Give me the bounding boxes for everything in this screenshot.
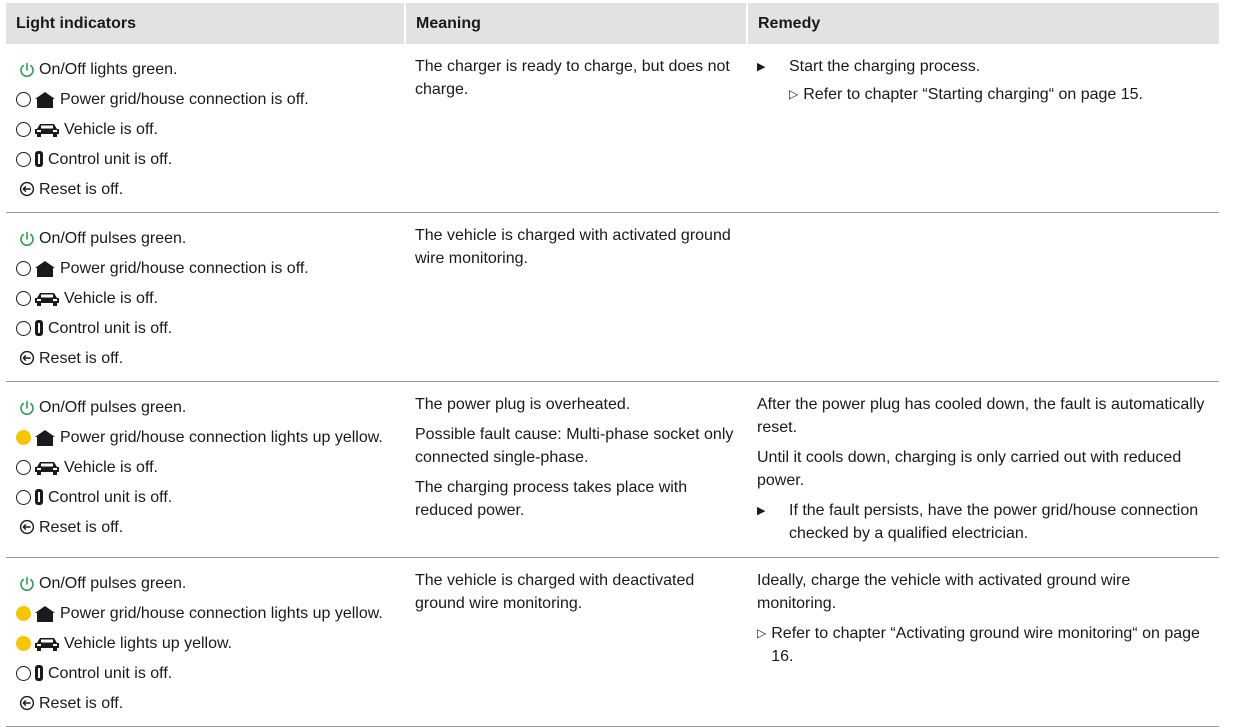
led-off-icon bbox=[16, 122, 31, 137]
cross-reference-text[interactable]: Refer to chapter “Starting charging“ on page 15. bbox=[803, 86, 1143, 103]
remedy-cell bbox=[747, 381, 1219, 557]
indicator-text: Vehicle is off. bbox=[64, 120, 158, 138]
led-yellow-icon bbox=[16, 430, 31, 445]
indicator-line bbox=[16, 174, 395, 204]
indicator-line bbox=[16, 144, 395, 174]
indicator-text: Control unit is off. bbox=[48, 150, 173, 168]
remedy-text: Ideally, charge the vehicle with activated ground wire monitoring. bbox=[757, 571, 1131, 612]
control-unit-icon bbox=[34, 150, 44, 168]
car-icon bbox=[34, 290, 60, 306]
indicator-line bbox=[16, 224, 395, 254]
power-on-off-icon bbox=[19, 400, 35, 416]
table-row bbox=[6, 212, 1219, 381]
indicator-cell bbox=[6, 44, 405, 212]
light-indicator-table bbox=[6, 3, 1219, 727]
table-row bbox=[6, 381, 1219, 557]
remedy-bullet-text: Start the charging process. bbox=[789, 58, 981, 75]
led-off-icon bbox=[16, 460, 31, 475]
indicator-text: Power grid/house connection is off. bbox=[60, 260, 309, 278]
remedy-text: After the power plug has cooled down, the fault is automatically reset. bbox=[757, 395, 1205, 436]
indicator-text: Control unit is off. bbox=[48, 664, 173, 682]
table-row bbox=[6, 557, 1219, 726]
remedy-cell bbox=[747, 212, 1219, 381]
cross-reference[interactable] bbox=[757, 622, 1209, 668]
bullet-triangle-icon: ▶ bbox=[757, 504, 766, 517]
indicator-line bbox=[16, 453, 395, 483]
house-icon bbox=[34, 605, 56, 623]
indicator-line bbox=[16, 284, 395, 314]
house-icon bbox=[34, 260, 56, 278]
reset-icon bbox=[19, 695, 35, 711]
car-icon bbox=[34, 635, 60, 651]
remedy-text: Until it cools down, charging is only carried out with reduced power. bbox=[757, 448, 1182, 489]
indicator-line bbox=[16, 343, 395, 373]
house-icon bbox=[34, 429, 56, 447]
car-icon bbox=[34, 121, 60, 137]
indicator-line bbox=[16, 658, 395, 688]
led-off-icon bbox=[16, 321, 31, 336]
indicator-line bbox=[16, 115, 395, 145]
indicator-text: On/Off pulses green. bbox=[39, 230, 187, 248]
column-header-light-indicators: Light indicators bbox=[6, 3, 405, 44]
led-off-icon bbox=[16, 152, 31, 167]
reference-arrow-icon: ▷ bbox=[757, 625, 767, 640]
indicator-line bbox=[16, 85, 395, 115]
led-off-icon bbox=[16, 490, 31, 505]
led-off-icon bbox=[16, 92, 31, 107]
meaning-text: The power plug is overheated. bbox=[415, 395, 631, 413]
meaning-text: Possible fault cause: Multi-phase socket only connected single-phase. bbox=[415, 425, 734, 466]
indicator-text: Vehicle is off. bbox=[64, 289, 158, 307]
meaning-text: The charger is ready to charge, but does not charge. bbox=[415, 58, 730, 98]
cross-reference[interactable] bbox=[757, 83, 1209, 106]
column-header-remedy: Remedy bbox=[747, 3, 1219, 44]
indicator-text: Control unit is off. bbox=[48, 488, 173, 506]
indicator-line bbox=[16, 482, 395, 512]
indicator-text: On/Off pulses green. bbox=[39, 575, 187, 593]
indicator-line bbox=[16, 629, 395, 659]
indicator-line bbox=[16, 254, 395, 284]
meaning-text: The charging process takes place with reduced power. bbox=[415, 478, 688, 519]
indicator-text: Reset is off. bbox=[39, 694, 124, 712]
cross-reference-text[interactable]: Refer to chapter “Activating ground wire monitoring“ on page 16. bbox=[771, 624, 1200, 665]
reset-icon bbox=[19, 519, 35, 535]
indicator-text: Vehicle is off. bbox=[64, 458, 158, 476]
indicator-text: Reset is off. bbox=[39, 180, 124, 198]
indicator-text: On/Off lights green. bbox=[39, 61, 178, 79]
indicator-text: Power grid/house connection lights up yellow. bbox=[60, 605, 383, 623]
indicator-cell bbox=[6, 557, 405, 726]
car-icon bbox=[34, 459, 60, 475]
indicator-text: Control unit is off. bbox=[48, 319, 173, 337]
table-header-row bbox=[6, 3, 1219, 44]
reset-icon bbox=[19, 181, 35, 197]
remedy-cell bbox=[747, 557, 1219, 726]
led-off-icon bbox=[16, 291, 31, 306]
indicator-line bbox=[16, 599, 395, 629]
meaning-text: The vehicle is charged with deactivated ground wire monitoring. bbox=[415, 571, 695, 612]
indicator-line bbox=[16, 688, 395, 718]
led-off-icon bbox=[16, 666, 31, 681]
power-on-off-icon bbox=[19, 576, 35, 592]
meaning-text: The vehicle is charged with activated ground wire monitoring. bbox=[415, 226, 731, 267]
led-off-icon bbox=[16, 261, 31, 276]
indicator-text: Power grid/house connection lights up yellow. bbox=[60, 429, 383, 447]
indicator-line bbox=[16, 313, 395, 343]
control-unit-icon bbox=[34, 488, 44, 506]
indicator-cell bbox=[6, 381, 405, 557]
control-unit-icon bbox=[34, 319, 44, 337]
meaning-cell bbox=[405, 212, 747, 381]
control-unit-icon bbox=[34, 664, 44, 682]
remedy-bullet-text: If the fault persists, have the power grid/house connection checked by a qualified electrician. bbox=[789, 501, 1199, 542]
column-header-meaning: Meaning bbox=[405, 3, 747, 44]
remedy-cell bbox=[747, 44, 1219, 212]
bullet-triangle-icon: ▶ bbox=[757, 61, 766, 73]
indicator-text: Power grid/house connection is off. bbox=[60, 91, 309, 109]
indicator-line bbox=[16, 55, 395, 85]
indicator-text: On/Off pulses green. bbox=[39, 399, 187, 417]
indicator-text: Reset is off. bbox=[39, 518, 124, 536]
indicator-text: Reset is off. bbox=[39, 349, 124, 367]
house-icon bbox=[34, 91, 56, 109]
power-on-off-icon bbox=[19, 62, 35, 78]
meaning-cell bbox=[405, 44, 747, 212]
table-row bbox=[6, 44, 1219, 212]
reference-arrow-icon: ▷ bbox=[789, 87, 799, 101]
indicator-text: Vehicle lights up yellow. bbox=[64, 634, 233, 652]
indicator-line bbox=[16, 393, 395, 423]
meaning-cell bbox=[405, 557, 747, 726]
meaning-cell bbox=[405, 381, 747, 557]
power-on-off-icon bbox=[19, 231, 35, 247]
indicator-line bbox=[16, 512, 395, 542]
led-yellow-icon bbox=[16, 606, 31, 621]
reset-icon bbox=[19, 350, 35, 366]
indicator-line bbox=[16, 569, 395, 599]
remedy-bullet bbox=[757, 499, 1209, 545]
remedy-bullet bbox=[757, 55, 1209, 79]
indicator-cell bbox=[6, 212, 405, 381]
indicator-line bbox=[16, 423, 395, 453]
led-yellow-icon bbox=[16, 636, 31, 651]
